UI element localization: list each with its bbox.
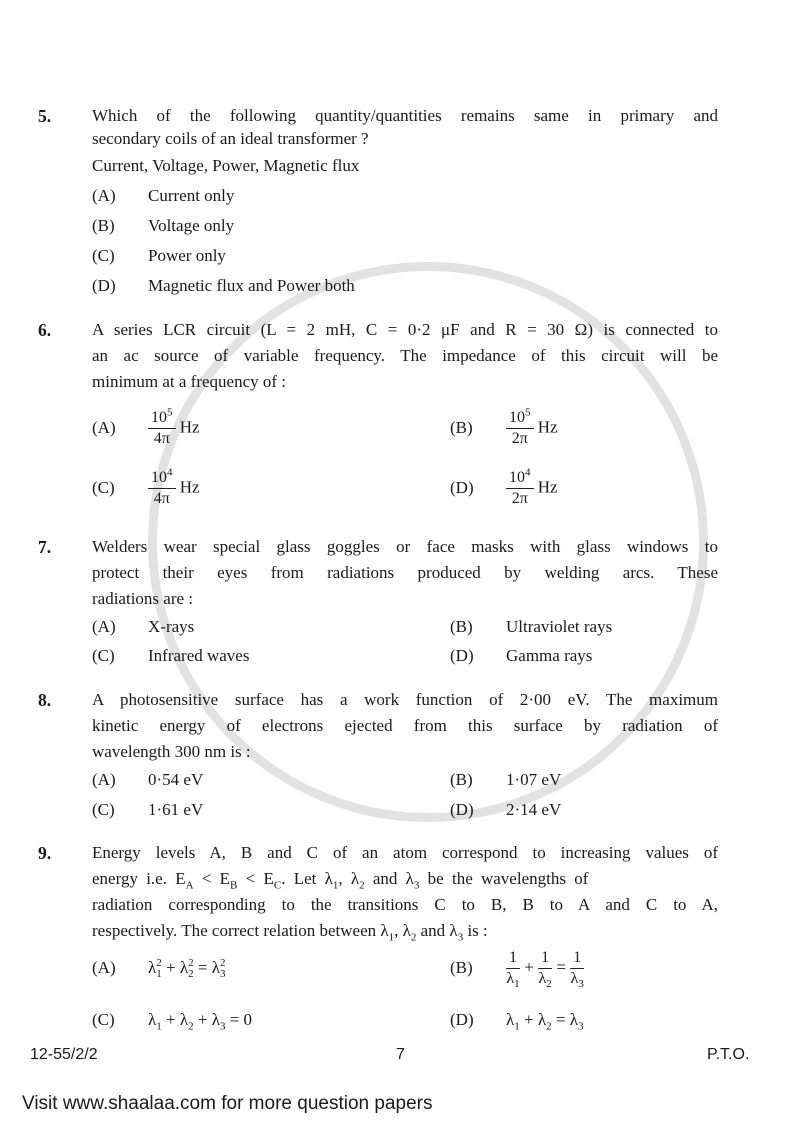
- paper-code: 12-55/2/2: [30, 1046, 98, 1063]
- question-number: 8.: [38, 690, 52, 710]
- question-number: 9.: [38, 843, 52, 863]
- question-text: an ac source of variable frequency. The impedance of this circuit will be: [92, 346, 718, 365]
- page-number: 7: [396, 1046, 405, 1063]
- question-text: wavelength 300 nm is :: [92, 742, 251, 761]
- question-text: Welders wear special glass goggles or face masks with glass windows to: [92, 537, 718, 556]
- question-number: 7.: [38, 537, 52, 557]
- question-text: A series LCR circuit (L = 2 mH, C = 0·2 μF and R = 30 Ω) is connected to: [92, 320, 718, 339]
- pto-label: P.T.O.: [707, 1046, 750, 1063]
- question-text: radiations are :: [92, 589, 194, 608]
- question-text: kinetic energy of electrons ejected from this surface by radiation of: [92, 716, 718, 735]
- question-text: Energy levels A, B and C of an atom correspond to increasing values of: [92, 843, 718, 862]
- question-text: A photosensitive surface has a work function of 2·00 eV. The maximum: [92, 690, 718, 709]
- question-text: respectively. The correct relation between $\lambda_1$, $\lambda_2$ and $\lambda_3$ is :: [92, 921, 488, 944]
- question-text: energy i.e. $E_A < E_B < E_C$. Let $\lambda_1$, $\lambda_2$ and $\lambda_3$ be the wavelengths of: [92, 869, 589, 892]
- question-text: radiation corresponding to the transitions C to B, B to A and C to A,: [92, 895, 718, 914]
- question-text: secondary coils of an ideal transformer ?: [92, 129, 369, 148]
- question-text: protect their eyes from radiations produced by welding arcs. These: [92, 563, 718, 582]
- question-text: Current, Voltage, Power, Magnetic flux: [92, 156, 360, 175]
- question-text: minimum at a frequency of :: [92, 372, 287, 391]
- question-text: Which of the following quantity/quantities remains same in primary and: [92, 106, 718, 125]
- question-number: 5.: [38, 106, 52, 126]
- visit-link-text: Visit www.shaalaa.com for more question papers: [22, 1093, 433, 1114]
- question-number: 6.: [38, 320, 52, 340]
